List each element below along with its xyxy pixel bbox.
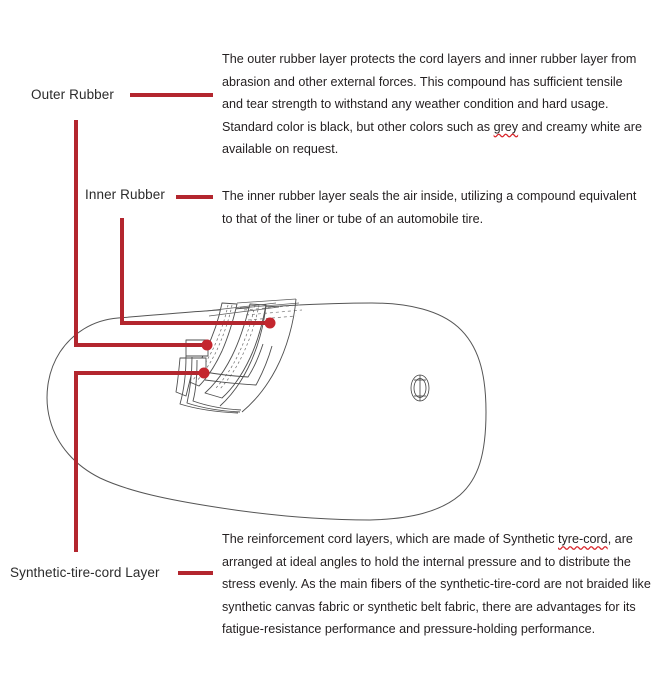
misspelled-word: grey [493, 119, 519, 134]
callout-label-inner-rubber: Inner Rubber [85, 187, 165, 202]
callout-label-outer-rubber: Outer Rubber [31, 87, 114, 102]
marker-dot-outer-rubber [265, 318, 276, 329]
valve-fitting-icon [411, 375, 429, 401]
fender-body-shape [47, 303, 486, 520]
marker-dot-cord-layer [199, 368, 210, 379]
fender-outline [47, 303, 486, 520]
description-outer-rubber: The outer rubber layer protects the cord layers and inner rubber layer from abrasion and other external forces. This compound has sufficient tensile and tear strength to withstand any weather condition and hard usage. Standard color is black, but other colors such as grey and creamy white are available on request. [222, 52, 643, 156]
marker-dot-inner-rubber [202, 340, 213, 351]
description-cord-layer: The reinforcement cord layers, which are made of Synthetic tyre-cord, are arranged at ideal angles to hold the internal pressure and to distribute the stress evenly. As the main fibers of the synthetic-tire-cord are not braided like synthetic canvas fabric or synthetic belt fabric, there are advantages for its fatigue-resistance performance and pressure-holding performance. [222, 532, 651, 636]
misspelled-word: tyre-cord [558, 532, 608, 546]
callout-label-cord-layer: Synthetic-tire-cord Layer [10, 565, 160, 580]
description-inner-rubber: The inner rubber layer seals the air inside, utilizing a compound equivalent to that of the liner or tube of an automobile tire. [222, 189, 637, 226]
